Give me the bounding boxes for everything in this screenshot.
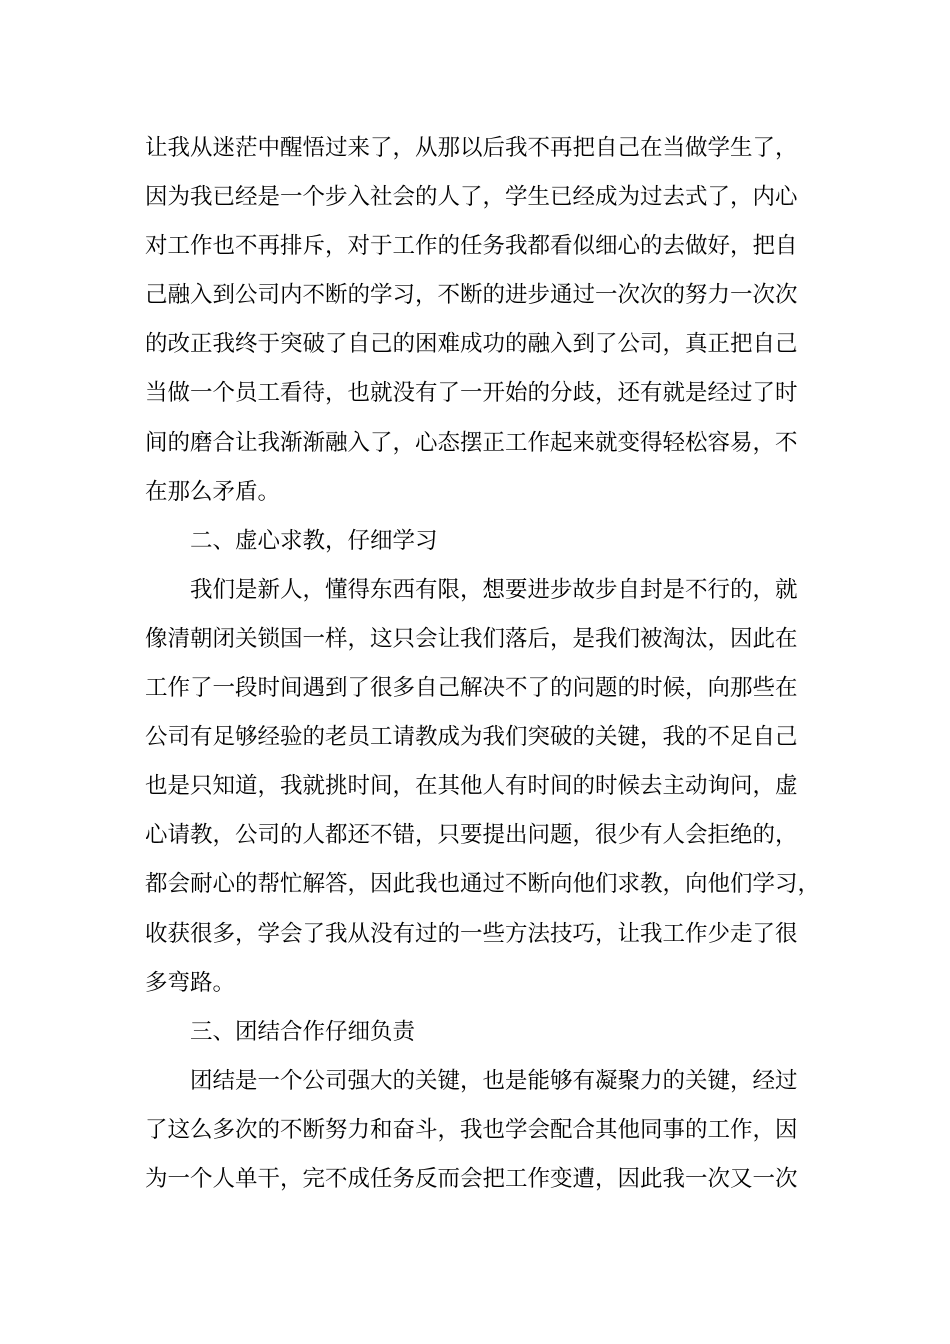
paragraph-line: 当做一个员工看待，也就没有了一开始的分歧，还有就是经过了时: [145, 380, 798, 407]
paragraph-line: 我们是新人，懂得东西有限，想要进步故步自封是不行的，就: [190, 576, 798, 603]
paragraph-line: 在那么矛盾。: [145, 478, 281, 505]
body-text: [145, 124, 825, 1204]
paragraph-line: 公司有足够经验的老员工请教成为我们突破的关键，我的不足自己: [145, 724, 798, 751]
paragraph-line: 的改正我终于突破了自己的困难成功的融入到了公司，真正把自己: [145, 331, 798, 358]
paragraph-line: 工作了一段时间遇到了很多自己解决不了的问题的时候，向那些在: [145, 675, 798, 702]
paragraph-line: 收获很多，学会了我从没有过的一些方法技巧，让我工作少走了很: [145, 920, 798, 947]
paragraph-line: 间的磨合让我渐渐融入了，心态摆正工作起来就变得轻松容易，不: [145, 429, 798, 456]
paragraph-line: 让我从迷茫中醒悟过来了，从那以后我不再把自己在当做学生了，: [145, 135, 798, 161]
section-heading: 二、虚心求教，仔细学习: [190, 527, 438, 554]
paragraph-line: 己融入到公司内不断的学习，不断的进步通过一次次的努力一次次: [145, 282, 798, 309]
paragraph-line: 像清朝闭关锁国一样，这只会让我们落后，是我们被淘汰，因此在: [145, 625, 798, 652]
paragraph-line: 为一个人单干，完不成任务反而会把工作变遭，因此我一次又一次: [145, 1165, 798, 1192]
paragraph-line: 心请教，公司的人都还不错，只要提出问题，很少有人会拒绝的，: [145, 822, 798, 849]
paragraph-line: 也是只知道，我就挑时间，在其他人有时间的时候去主动询问，虚: [145, 773, 798, 800]
paragraph-line: 对工作也不再排斥，对于工作的任务我都看似细心的去做好，把自: [145, 233, 798, 260]
paragraph-line: 因为我已经是一个步入社会的人了，学生已经成为过去式了，内心: [145, 184, 798, 211]
paragraph-line: 团结是一个公司强大的关键，也是能够有凝聚力的关键，经过: [190, 1067, 798, 1094]
paragraph-line: 了这么多次的不断努力和奋斗，我也学会配合其他同事的工作，因: [145, 1116, 798, 1143]
paragraph-line: 都会耐心的帮忙解答，因此我也通过不断向他们求教，向他们学习，: [145, 871, 821, 898]
section-heading: 三、团结合作仔细负责: [190, 1018, 416, 1045]
paragraph-line: 多弯路。: [145, 969, 236, 996]
